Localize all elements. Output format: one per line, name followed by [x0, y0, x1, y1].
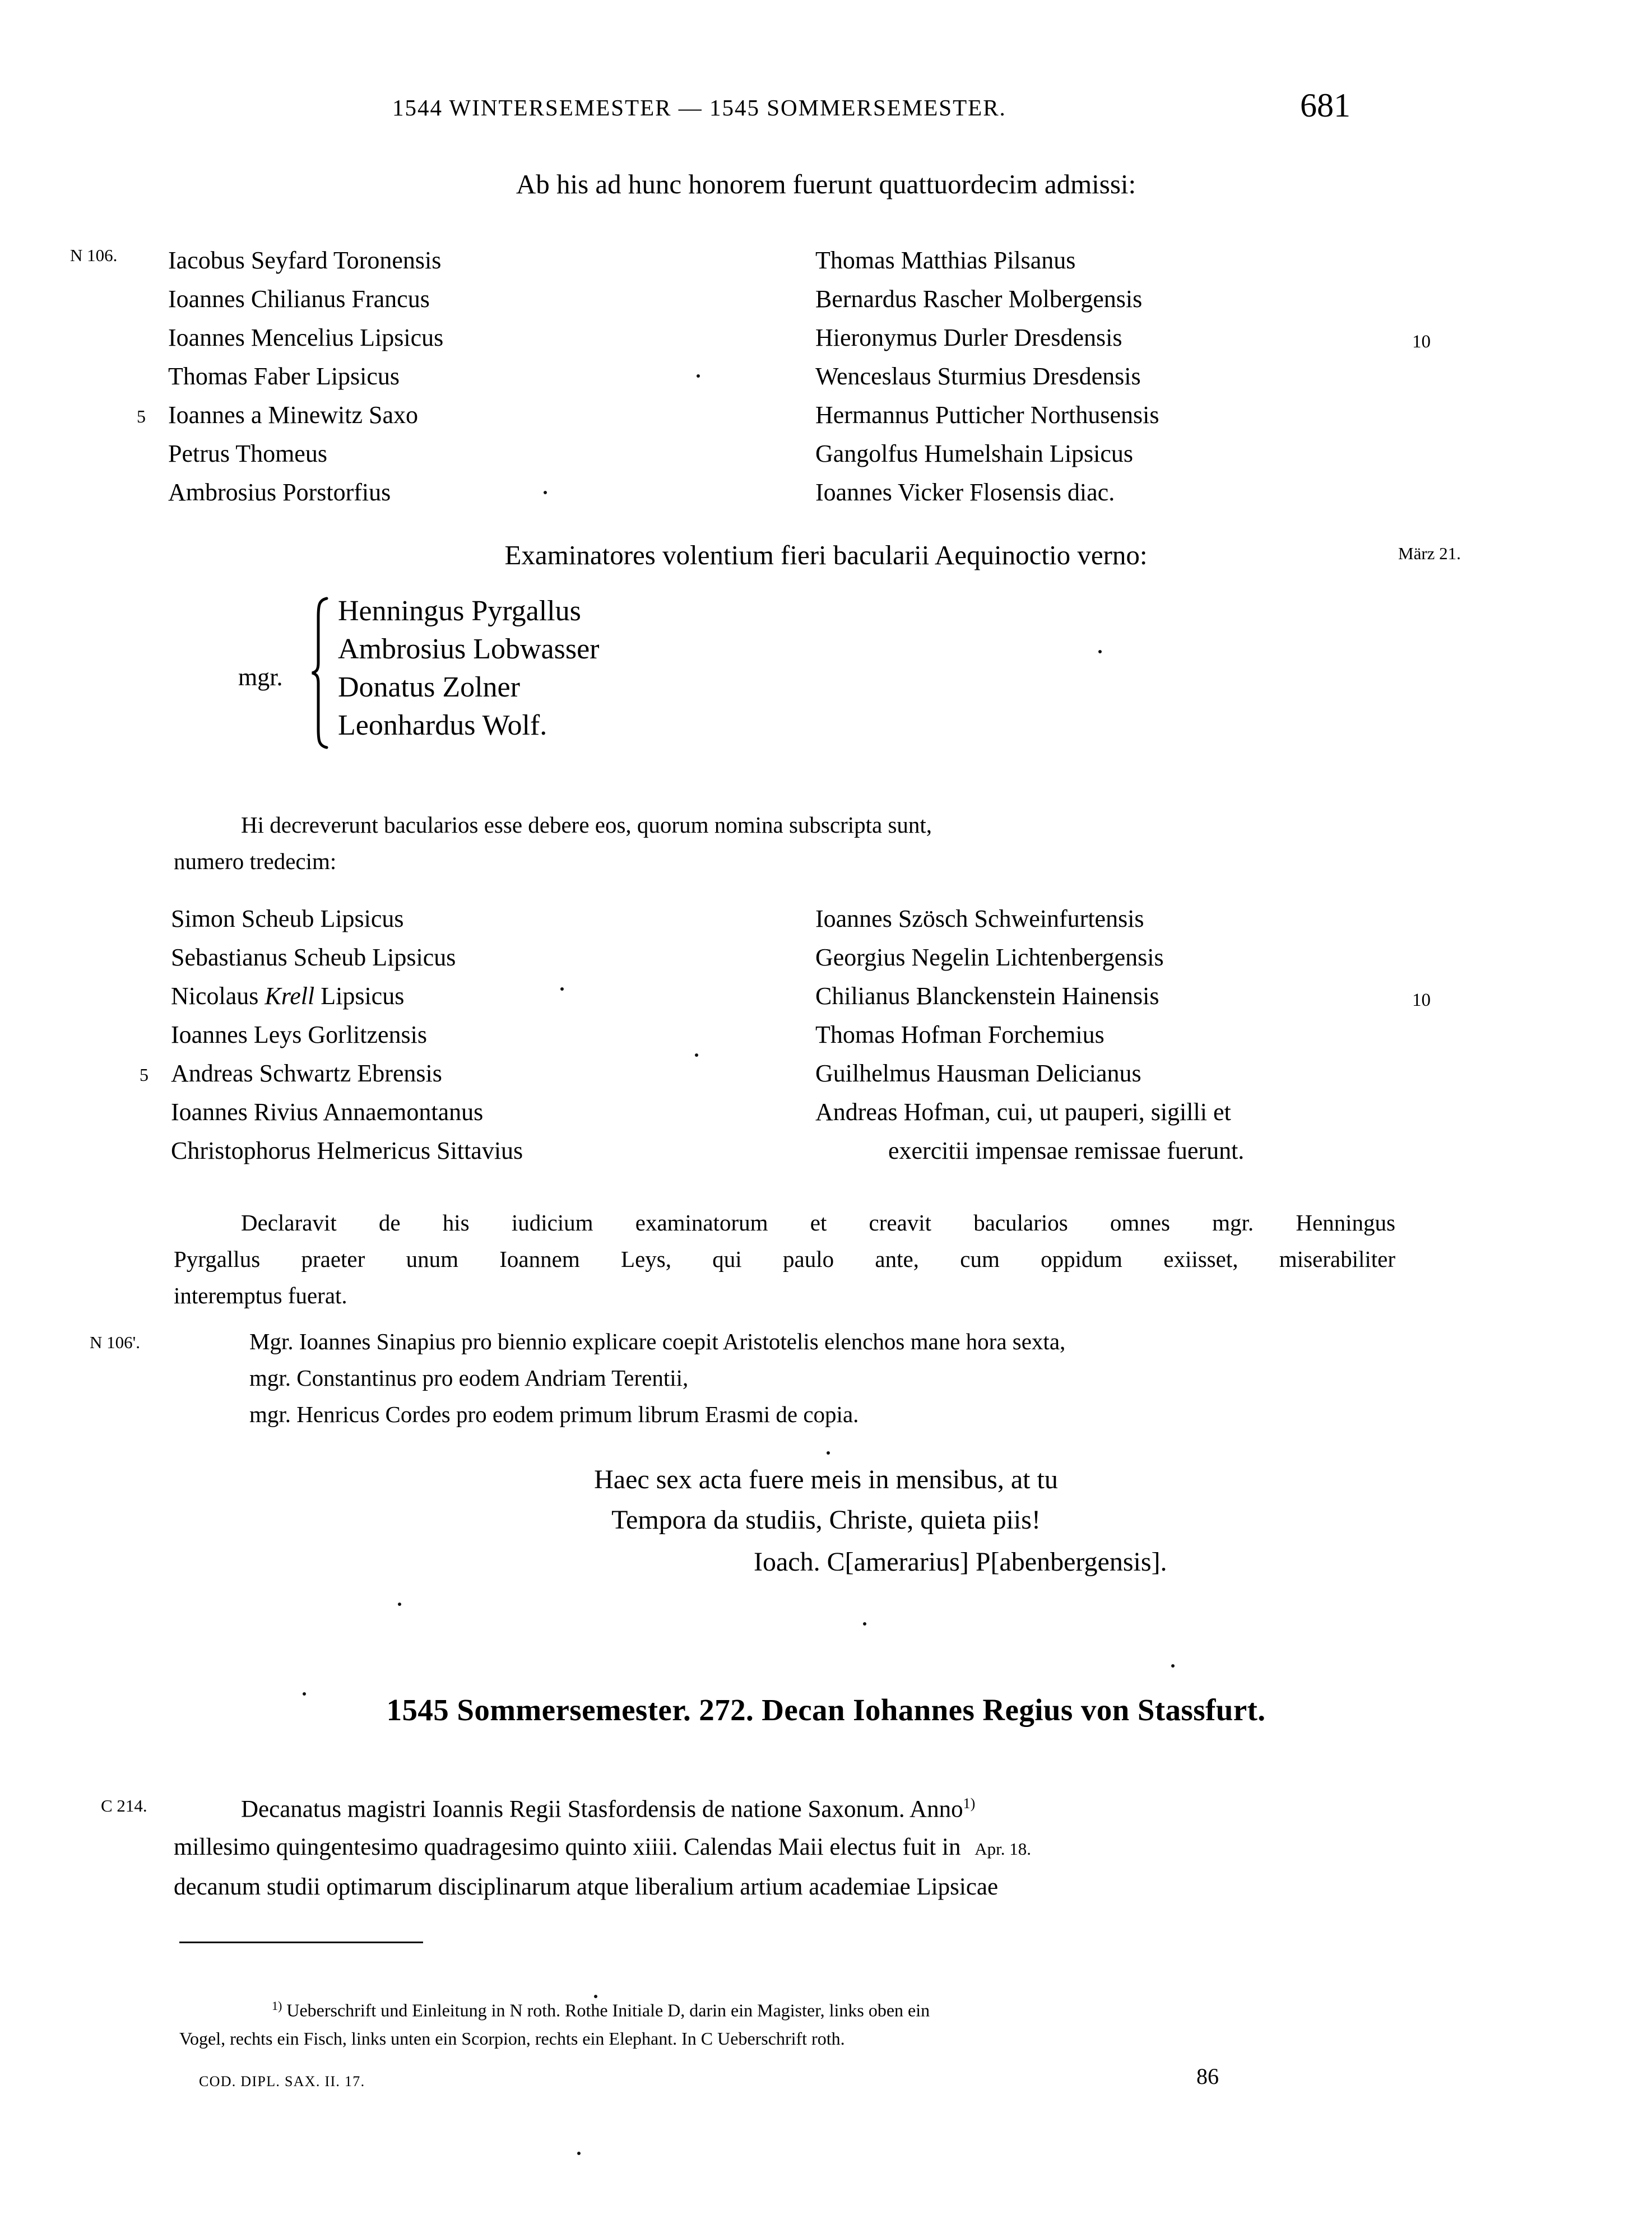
name-text: Iacobus Seyfard Toronensis — [168, 247, 442, 274]
name-text: Simon Scheub Lipsicus — [171, 905, 404, 932]
list-item — [815, 899, 1244, 938]
marginal-date-apr: Apr. 18. — [975, 1839, 1031, 1859]
scan-speck — [398, 1603, 401, 1606]
page-number: 681 — [1300, 87, 1351, 124]
paragraph-line — [174, 1868, 1412, 1906]
examiners-heading: Examinatores volentium fieri bacularii Aequinoctio verno: — [504, 540, 1148, 570]
name-text-before: Nicolaus — [171, 982, 265, 1010]
name-text: Bernardus Rascher Molbergensis — [815, 285, 1143, 313]
line-text: interemptus fuerat. — [174, 1283, 347, 1308]
name-text: Ambrosius Porstorfius — [168, 479, 391, 506]
list-item — [171, 977, 523, 1015]
list-item — [168, 434, 443, 473]
list-item — [815, 938, 1244, 977]
paragraph-lines — [174, 1205, 1395, 1314]
curly-brace-icon — [310, 597, 329, 749]
paragraph-line — [174, 1785, 1412, 1828]
list-item — [171, 1015, 523, 1054]
name-text: Hermannus Putticher Northusensis — [815, 401, 1159, 429]
bacularii-right-column — [815, 899, 1431, 1170]
line-text: mgr. Constantinus pro eodem Andriam Terentii, — [249, 1365, 689, 1391]
list-item — [168, 357, 443, 396]
name-text: Ioannes Mencelius Lipsicus — [168, 324, 444, 351]
list-item: Leonhardus Wolf. — [338, 709, 547, 741]
list-item — [140, 1054, 523, 1093]
list-item — [171, 1093, 523, 1131]
section-heading: 1545 Sommersemester. 272. Decan Iohannes Regius von Stassfurt. — [386, 1693, 1266, 1727]
footnote-line-2: Vogel, rechts ein Fisch, links unten ein Scorpion, rechts ein Elephant. In C Ueberschrift roth. — [179, 2028, 845, 2049]
name-text: Ioannes Leys Gorlitzensis — [171, 1021, 427, 1048]
list-item — [815, 1093, 1244, 1131]
footnote-text: Ueberschrift und Einleitung in N roth. Rothe Initiale D, darin ein Magister, links oben ein — [282, 2000, 930, 2021]
name-text: Guilhelmus Hausman Delicianus — [815, 1060, 1141, 1087]
paragraph-line — [174, 1205, 1395, 1241]
name-text: Andreas Schwartz Ebrensis — [171, 1060, 442, 1087]
line-number: 5 — [140, 1065, 149, 1085]
scan-speck — [544, 491, 547, 494]
line-number: 5 — [137, 406, 146, 426]
list-item: Ambrosius Lobwasser — [338, 633, 600, 665]
footnote-line-1 — [179, 1992, 1429, 2024]
running-head — [0, 87, 1652, 128]
paragraph-line — [174, 1828, 1412, 1868]
line-text: decanum studii optimarum disciplinarum atque liberalium artium academiae Lipsicae — [174, 1874, 999, 1901]
name-text: exercitii impensae remissae fuerunt. — [888, 1137, 1245, 1164]
paragraph-line — [249, 1360, 1404, 1396]
paragraph-line — [249, 1396, 1404, 1433]
name-text: Thomas Hofman Forchemius — [815, 1021, 1105, 1048]
name-text: Ioannes Szösch Schweinfurtensis — [815, 905, 1144, 932]
list-item — [171, 899, 523, 938]
name-text: Gangolfus Humelshain Lipsicus — [815, 440, 1134, 467]
scan-speck — [697, 374, 700, 378]
brace-label-mgr: mgr. — [238, 663, 283, 691]
list-item — [168, 318, 443, 357]
decree-intro-paragraph — [174, 807, 1395, 843]
paragraph-line — [174, 843, 1395, 880]
line-text: Decanatus magistri Ioannis Regii Stasfordensis de natione Saxonum. Anno — [241, 1796, 963, 1823]
paragraph-lines — [174, 1785, 1412, 1906]
name-text: Ioannes Chilianus Francus — [168, 285, 430, 313]
name-text: Chilianus Blanckenstein Hainensis — [815, 982, 1159, 1010]
paragraph-line — [174, 807, 1395, 843]
name-text: Andreas Hofman, cui, ut pauperi, sigilli et — [815, 1098, 1231, 1126]
list-item — [815, 396, 1159, 434]
marginal-note-c214: C 214. — [101, 1796, 147, 1815]
list-item: Henningus Pyrgallus — [338, 595, 581, 627]
lectures-paragraph — [249, 1324, 1404, 1433]
admitted-right-column — [815, 241, 1431, 512]
list-item — [171, 938, 523, 977]
name-text: Wenceslaus Sturmius Dresdensis — [815, 363, 1141, 390]
paragraph-line — [174, 1278, 1395, 1314]
line-text: numero tredecim: — [174, 848, 337, 874]
list-item — [815, 977, 1431, 1015]
scan-speck — [695, 1053, 698, 1057]
name-text-after: Lipsicus — [314, 982, 405, 1010]
line-text: Pyrgallus praeter unum Ioannem Leys, qui paulo ante, cum oppidum exiisset, miserabiliter — [174, 1246, 1395, 1272]
paragraph-line — [174, 1241, 1395, 1278]
footnote-marker: 1) — [963, 1795, 976, 1812]
admitted-left-column — [137, 241, 444, 512]
list-item — [815, 434, 1159, 473]
footnote-block — [179, 1992, 1429, 2052]
marginal-date-maerz: März 21. — [1398, 544, 1461, 563]
scan-speck — [827, 1451, 830, 1455]
name-text: Petrus Thomeus — [168, 440, 327, 467]
colophon: COD. DIPL. SAX. II. 17. — [199, 2073, 365, 2089]
list-item — [815, 318, 1431, 357]
verse-line-2: Tempora da studiis, Christe, quieta piis! — [611, 1505, 1041, 1535]
list-item — [168, 473, 443, 512]
line-number-10: 10 — [1412, 332, 1431, 352]
bacularii-left-column — [140, 899, 523, 1170]
admitted-name-list — [0, 241, 1652, 510]
scan-speck — [1098, 650, 1102, 653]
examiners-brace-group — [238, 597, 911, 759]
name-text: Christophorus Helmericus Sittavius — [171, 1137, 523, 1164]
line-text: Mgr. Ioannes Sinapius pro biennio explicare coepit Aristotelis elenchos mane hora sexta, — [249, 1329, 1066, 1354]
admission-heading: Ab his ad hunc honorem fuerunt quattuordecim admissi: — [516, 169, 1136, 199]
list-item — [137, 396, 443, 434]
list-item — [815, 473, 1159, 512]
line-number-10: 10 — [1412, 990, 1431, 1010]
scan-speck — [863, 1622, 866, 1626]
bacularii-name-list — [0, 899, 1652, 1191]
list-item — [171, 1131, 523, 1170]
list-item — [815, 280, 1159, 318]
line-text: Declaravit de his iudicium examinatorum et creavit bacularios omnes mgr. Henningus — [241, 1210, 1395, 1236]
paragraph-line — [249, 1324, 1404, 1360]
list-item-continuation — [815, 1131, 1244, 1170]
name-text-italic: Krell — [264, 982, 315, 1010]
name-text: Thomas Matthias Pilsanus — [815, 247, 1076, 274]
list-item — [815, 1015, 1244, 1054]
footnote-rule — [179, 1942, 423, 1943]
name-text: Ioannes Rivius Annaemontanus — [171, 1098, 484, 1126]
footnote-marker: 1) — [272, 1999, 282, 2013]
marginal-note-n106-prime: N 106'. — [90, 1332, 140, 1352]
declaravit-paragraph — [174, 1205, 1395, 1314]
name-text: Sebastianus Scheub Lipsicus — [171, 944, 456, 971]
name-text: Ioannes Vicker Flosensis diac. — [815, 479, 1115, 506]
running-head-title: 1544 WINTERSEMESTER — 1545 SOMMERSEMESTER. — [392, 95, 1006, 120]
decree-intro-paragraph-line2 — [174, 843, 1395, 880]
paragraph-lines — [174, 807, 1395, 843]
line-text: mgr. Henricus Cordes pro eodem primum librum Erasmi de copia. — [249, 1401, 859, 1427]
line-text: Hi decreverunt bacularios esse debere eos, quorum nomina subscripta sunt, — [241, 812, 932, 838]
list-item — [168, 241, 443, 280]
scan-speck — [577, 2152, 581, 2155]
name-text: Hieronymus Durler Dresdensis — [815, 324, 1122, 351]
signature-mark: 86 — [1196, 2064, 1219, 2089]
scan-speck — [1171, 1664, 1175, 1668]
marginal-note-n106: N 106. — [70, 245, 118, 265]
name-text: Thomas Faber Lipsicus — [168, 363, 400, 390]
list-item — [815, 241, 1159, 280]
name-text: Georgius Negelin Lichtenbergensis — [815, 944, 1164, 971]
line-text: millesimo quingentesimo quadragesimo quinto xiiii. Calendas Maii electus fuit in — [174, 1834, 961, 1861]
list-item: Donatus Zolner — [338, 671, 520, 703]
verse-line-1: Haec sex acta fuere meis in mensibus, at tu — [594, 1465, 1058, 1494]
list-item — [815, 1054, 1244, 1093]
examiners-names — [338, 592, 600, 745]
decanatus-paragraph — [174, 1785, 1412, 1906]
verse-block — [0, 1460, 1652, 1540]
list-item — [168, 280, 443, 318]
name-text: Ioannes a Minewitz Saxo — [168, 401, 418, 429]
verse-signature: Ioach. C[amerarius] P[abenbergensis]. — [754, 1547, 1167, 1577]
list-item — [815, 357, 1159, 396]
paragraph-lines — [249, 1324, 1404, 1433]
scan-speck — [560, 987, 564, 991]
